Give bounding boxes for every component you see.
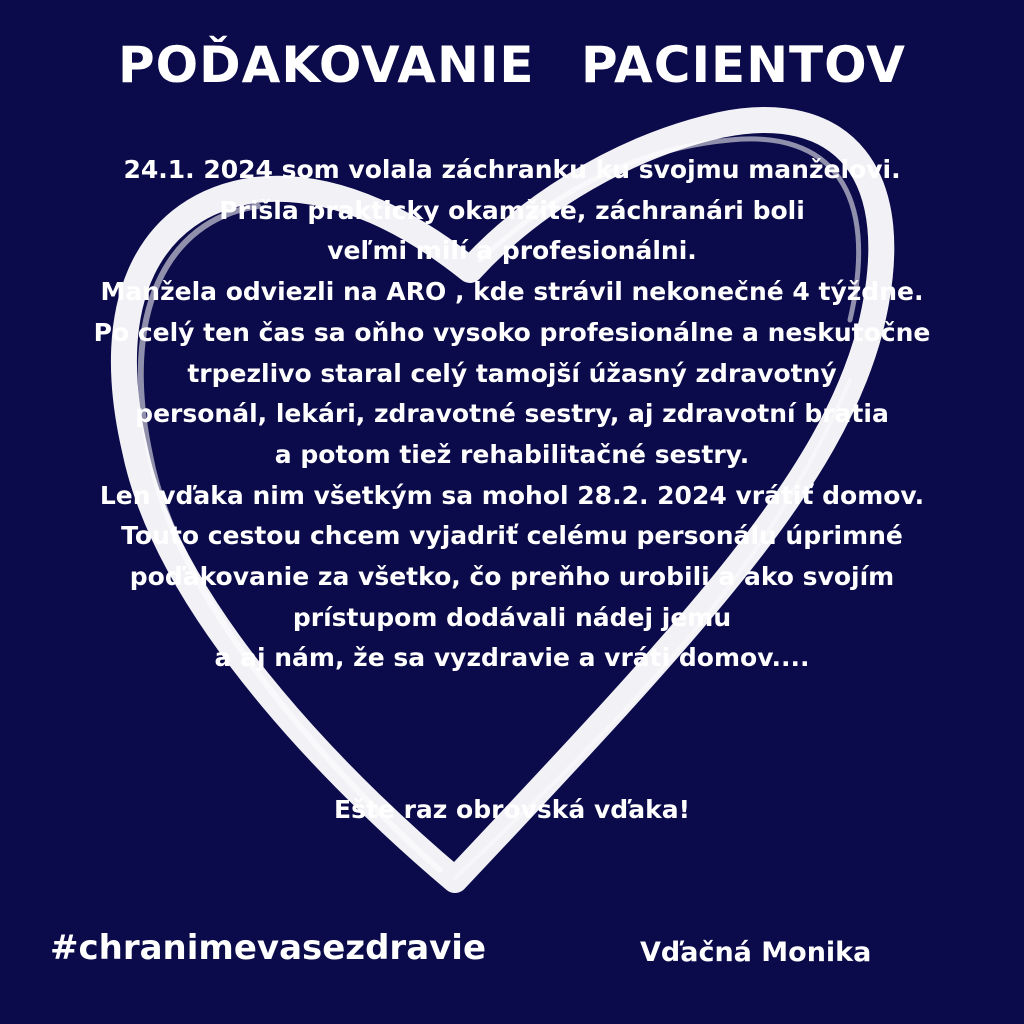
message-line: prístupom dodávali nádej jemu (292, 602, 732, 632)
page-title: POĎAKOVANIE PACIENTOV (117, 36, 907, 94)
message-line: a aj nám, že sa vyzdravie a vráti domov.... (214, 643, 810, 673)
message-line: 24.1. 2024 som volala záchranku ku svojmu manželovi. (123, 155, 901, 184)
closing-line: Ešte raz obrovská vďaka! (334, 795, 690, 824)
message-line: Manžela odviezli na ARO , kde strávil nekonečné 4 týždne. (100, 277, 924, 307)
message-line: Len vďaka nim všetkým sa mohol 28.2. 2024 vrátiť domov. (99, 480, 925, 510)
signature: Vďačná Monika (640, 937, 872, 968)
message-line: Po celý ten čas sa oňho vysoko profesionálne a neskutočne (93, 317, 931, 347)
hashtag: #chranimevasezdravie (50, 928, 487, 968)
message-line: poďakovanie za všetko, čo preňho urobili a ako svojím (129, 562, 895, 592)
message-line: veľmi milí a profesionálni. (327, 236, 697, 266)
message-line: trpezlivo staral celý tamojší úžasný zdravotný (187, 358, 837, 388)
message-line: a potom tiež rehabilitačné sestry. (274, 439, 750, 469)
message-line: personál, lekári, zdravotné sestry, aj zdravotní bratia (135, 399, 889, 429)
message-line: Prišla prakticky okamžite, záchranári boli (219, 195, 805, 225)
thank-you-message (20, 150, 1004, 679)
message-line: Touto cestou chcem vyjadriť celému personálu úprimné (121, 521, 903, 551)
